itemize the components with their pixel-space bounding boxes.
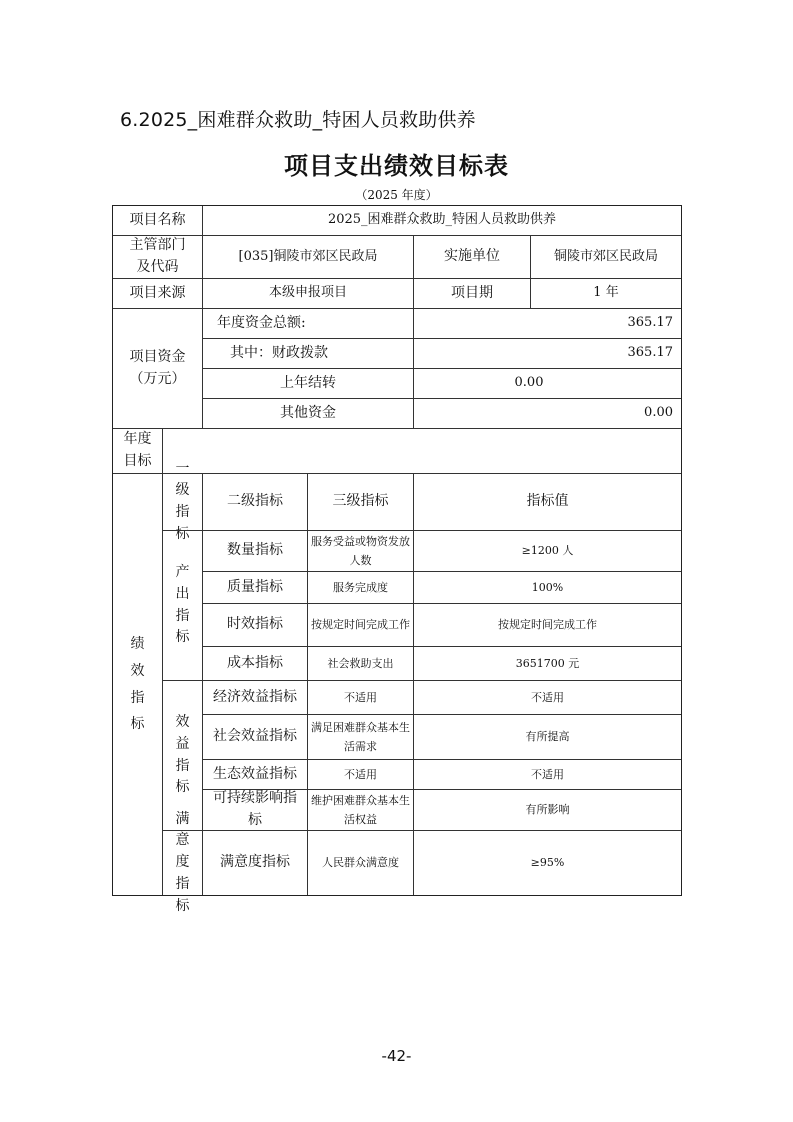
benefit-level2: 生态效益指标 bbox=[202, 759, 308, 790]
header-level3: 三级指标 bbox=[307, 473, 414, 531]
output-value: 100% bbox=[413, 571, 682, 604]
benefit-level3: 不适用 bbox=[307, 680, 414, 715]
output-level3: 社会救助支出 bbox=[307, 646, 414, 681]
output-level2: 质量指标 bbox=[202, 571, 308, 604]
table-title: 项目支出绩效目标表 bbox=[284, 152, 509, 180]
project-name-label: 项目名称 bbox=[112, 205, 203, 236]
funds-total-value: 365.17 bbox=[413, 308, 682, 339]
benefit-value: 有所提高 bbox=[413, 714, 682, 760]
table-year: （2025 年度） bbox=[355, 188, 438, 202]
funds-fiscal-label: 其中：财政拨款 bbox=[202, 338, 414, 369]
output-level3: 服务受益或物资发放人数 bbox=[307, 530, 414, 572]
satisfaction-level3: 人民群众满意度 bbox=[307, 830, 414, 896]
benefit-level2: 社会效益指标 bbox=[202, 714, 308, 760]
output-label: 产出指标 bbox=[162, 530, 203, 681]
benefit-level2: 经济效益指标 bbox=[202, 680, 308, 715]
funds-fiscal-value: 365.17 bbox=[413, 338, 682, 369]
funds-carry-label: 上年结转 bbox=[202, 368, 414, 399]
impl-label: 实施单位 bbox=[413, 235, 531, 279]
benefit-level3: 满足困难群众基本生活需求 bbox=[307, 714, 414, 760]
annual-goal-label: 年度目标 bbox=[112, 428, 163, 474]
output-value: 按规定时间完成工作 bbox=[413, 603, 682, 647]
annual-goal-content bbox=[162, 428, 682, 474]
output-level3: 服务完成度 bbox=[307, 571, 414, 604]
dept-label: 主管部门及代码 bbox=[112, 235, 203, 279]
header-level2: 二级指标 bbox=[202, 473, 308, 531]
period-label: 项目期 bbox=[413, 278, 531, 309]
output-level2: 数量指标 bbox=[202, 530, 308, 572]
output-value: ≥1200 人 bbox=[413, 530, 682, 572]
satisfaction-value: ≥95% bbox=[413, 830, 682, 896]
satisfaction-label: 满意度指标 bbox=[162, 830, 203, 896]
benefit-value: 不适用 bbox=[413, 759, 682, 790]
header-level1: 一级指标 bbox=[162, 473, 203, 531]
benefit-label: 效益指标 bbox=[162, 680, 203, 831]
funds-carry-value: 0.00 bbox=[413, 368, 682, 399]
output-level3: 按规定时间完成工作 bbox=[307, 603, 414, 647]
output-value: 3651700 元 bbox=[413, 646, 682, 681]
funds-total-label: 年度资金总额: bbox=[202, 308, 414, 339]
funds-other-value: 0.00 bbox=[413, 398, 682, 429]
benefit-value: 有所影响 bbox=[413, 789, 682, 831]
output-level2: 成本指标 bbox=[202, 646, 308, 681]
project-name-value: 2025_困难群众救助_特困人员救助供养 bbox=[202, 205, 682, 236]
header-value: 指标值 bbox=[413, 473, 682, 531]
period-value: 1 年 bbox=[530, 278, 682, 309]
section-heading: 6.2025_困难群众救助_特困人员救助供养 bbox=[120, 109, 476, 131]
impl-value: 铜陵市郊区民政局 bbox=[530, 235, 682, 279]
indicators-label: 绩效指标 bbox=[112, 473, 163, 896]
funds-label: 项目资金（万元） bbox=[112, 308, 203, 429]
benefit-level3: 维护困难群众基本生活权益 bbox=[307, 789, 414, 831]
benefit-level2: 可持续影响指标 bbox=[202, 789, 308, 831]
dept-value: [035]铜陵市郊区民政局 bbox=[202, 235, 414, 279]
satisfaction-level2: 满意度指标 bbox=[202, 830, 308, 896]
benefit-level3: 不适用 bbox=[307, 759, 414, 790]
source-label: 项目来源 bbox=[112, 278, 203, 309]
output-level2: 时效指标 bbox=[202, 603, 308, 647]
page-number: -42- bbox=[381, 1047, 412, 1065]
benefit-value: 不适用 bbox=[413, 680, 682, 715]
funds-other-label: 其他资金 bbox=[202, 398, 414, 429]
source-value: 本级申报项目 bbox=[202, 278, 414, 309]
